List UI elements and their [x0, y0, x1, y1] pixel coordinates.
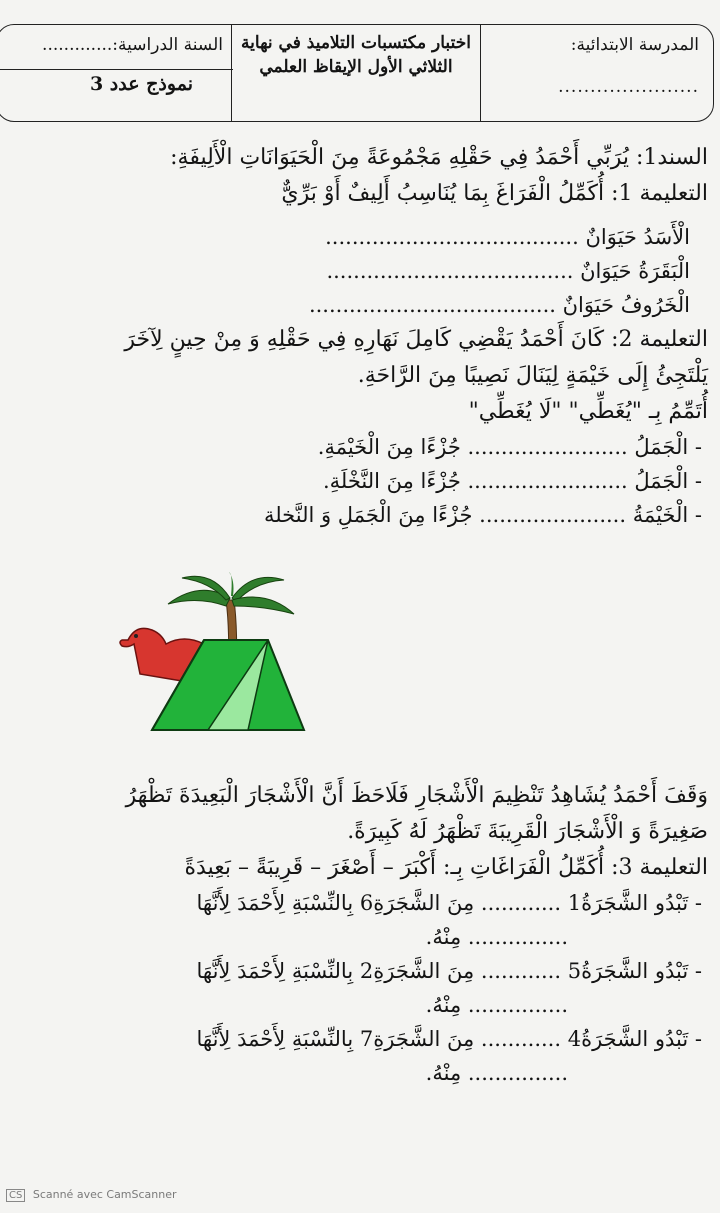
main-content — [8, 140, 708, 532]
fill-item-lion: الْأَسَدُ حَيَوَانٌ ...................................... — [325, 225, 690, 249]
cover-item-2: - الْجَمَلُ ........................ جُزْءًا مِنَ النَّخْلَةِ. — [322, 469, 702, 493]
school-label: المدرسة الابتدائية: — [570, 35, 699, 55]
tree-item-3: - تَبْدُو الشَّجَرَةُ4 ............ مِنَ الشَّجَرَةِ7 بِالنِّسْبَةِ لِأَحْمَدَ لِأَنَّهَا — [196, 1027, 702, 1051]
header-box — [0, 24, 714, 122]
camscanner-text: Scanné avec CamScanner — [32, 1188, 177, 1201]
year-cell — [0, 25, 233, 121]
paragraph-line1: وَقَفَ أَحْمَدُ يُشَاهِدُ تَنْظِيمَ الْأَشْجَارِ فَلَاحَظَ أَنَّ الْأَشْجَارَ الْبَعِيدَةَ تَظْهَرُ — [125, 783, 708, 808]
year-divider — [0, 69, 233, 70]
tree-item-1-cont: ............... مِنْهُ. — [425, 925, 568, 949]
tree-item-2: - تَبْدُو الشَّجَرَةُ5 ............ مِنَ الشَّجَرَةِ2 بِالنِّسْبَةِ لِأَحْمَدَ لِأَنَّهَا — [196, 959, 702, 983]
tree-item-1: - تَبْدُو الشَّجَرَةُ1 ............ مِنَ الشَّجَرَةِ6 بِالنِّسْبَةِ لِأَحْمَدَ لِأَنَّهَا — [196, 891, 702, 915]
cover-item-1: - الْجَمَلُ ........................ جُزْءًا مِنَ الْخَيْمَةِ. — [317, 435, 702, 459]
instruction-2-line1: التعليمة 2: كَانَ أَحْمَدُ يَقْضِي كَامِلَ نَهَارِهِ فِي حَقْلِهِ وَ مِنْ حِينٍ لِآخَرَ — [124, 327, 708, 352]
tree-item-3-cont: ............... مِنْهُ. — [425, 1061, 568, 1085]
sanad-1: السند1: يُرَبِّي أَحْمَدُ فِي حَقْلِهِ مَجْمُوعَةً مِنَ الْحَيَوَانَاتِ الْأَلِيفَةِ: — [170, 145, 708, 170]
school-dots: ...................... — [558, 77, 699, 97]
year-label: السنة الدراسية:............. — [42, 35, 223, 55]
camscanner-logo: CS — [6, 1189, 25, 1202]
model-label: نموذج عدد 3 — [89, 73, 193, 95]
paragraph-line2: صَغِيرَةً وَ الْأَشْجَارَ الْقَرِيبَةَ تَظْهَرُ لَهُ كَبِيرَةً. — [347, 819, 708, 844]
exam-title: اختبار مكتسبات التلاميذ في نهاية الثلاثي الأول الإيقاظ العلمي — [241, 33, 471, 77]
tree-item-2-cont: ............... مِنْهُ. — [425, 993, 568, 1017]
fill-item-cow: الْبَقَرَةُ حَيَوَانٌ ..................................... — [326, 259, 690, 283]
lower-content — [8, 778, 708, 1090]
title-cell — [231, 25, 481, 121]
scanner-watermark — [6, 1188, 177, 1202]
instruction-1: التعليمة 1: أُكَمِّلُ الْفَرَاغَ بِمَا يُنَاسِبُ أَلِيفٌ أَوْ بَرِّيٌّ — [281, 181, 708, 206]
instruction-2-line3: أُتَمِّمُ بِـ "يُغَطِّي" "لَا يُغَطِّي" — [468, 399, 708, 424]
instruction-2-line2: يَلْتَجِئُ إِلَى خَيْمَةٍ لِيَنَالَ نَصِيبًا مِنَ الرَّاحَةِ. — [357, 363, 708, 388]
cover-item-3: - الْخَيْمَةُ ...................... جُزْءًا مِنَ الْجَمَلِ وَ النَّخلة — [263, 503, 702, 527]
camel-tent-palm-illustration — [108, 570, 348, 750]
fill-item-sheep: الْخَرُوفُ حَيَوَانٌ ..................................... — [308, 293, 690, 317]
school-cell — [481, 25, 713, 121]
instruction-3: التعليمة 3: أُكَمِّلُ الْفَرَاغَاتِ بِـ: أَكْبَرَ – أَصْغَرَ – قَرِيبَةً – بَعِيدَةً — [184, 855, 708, 880]
